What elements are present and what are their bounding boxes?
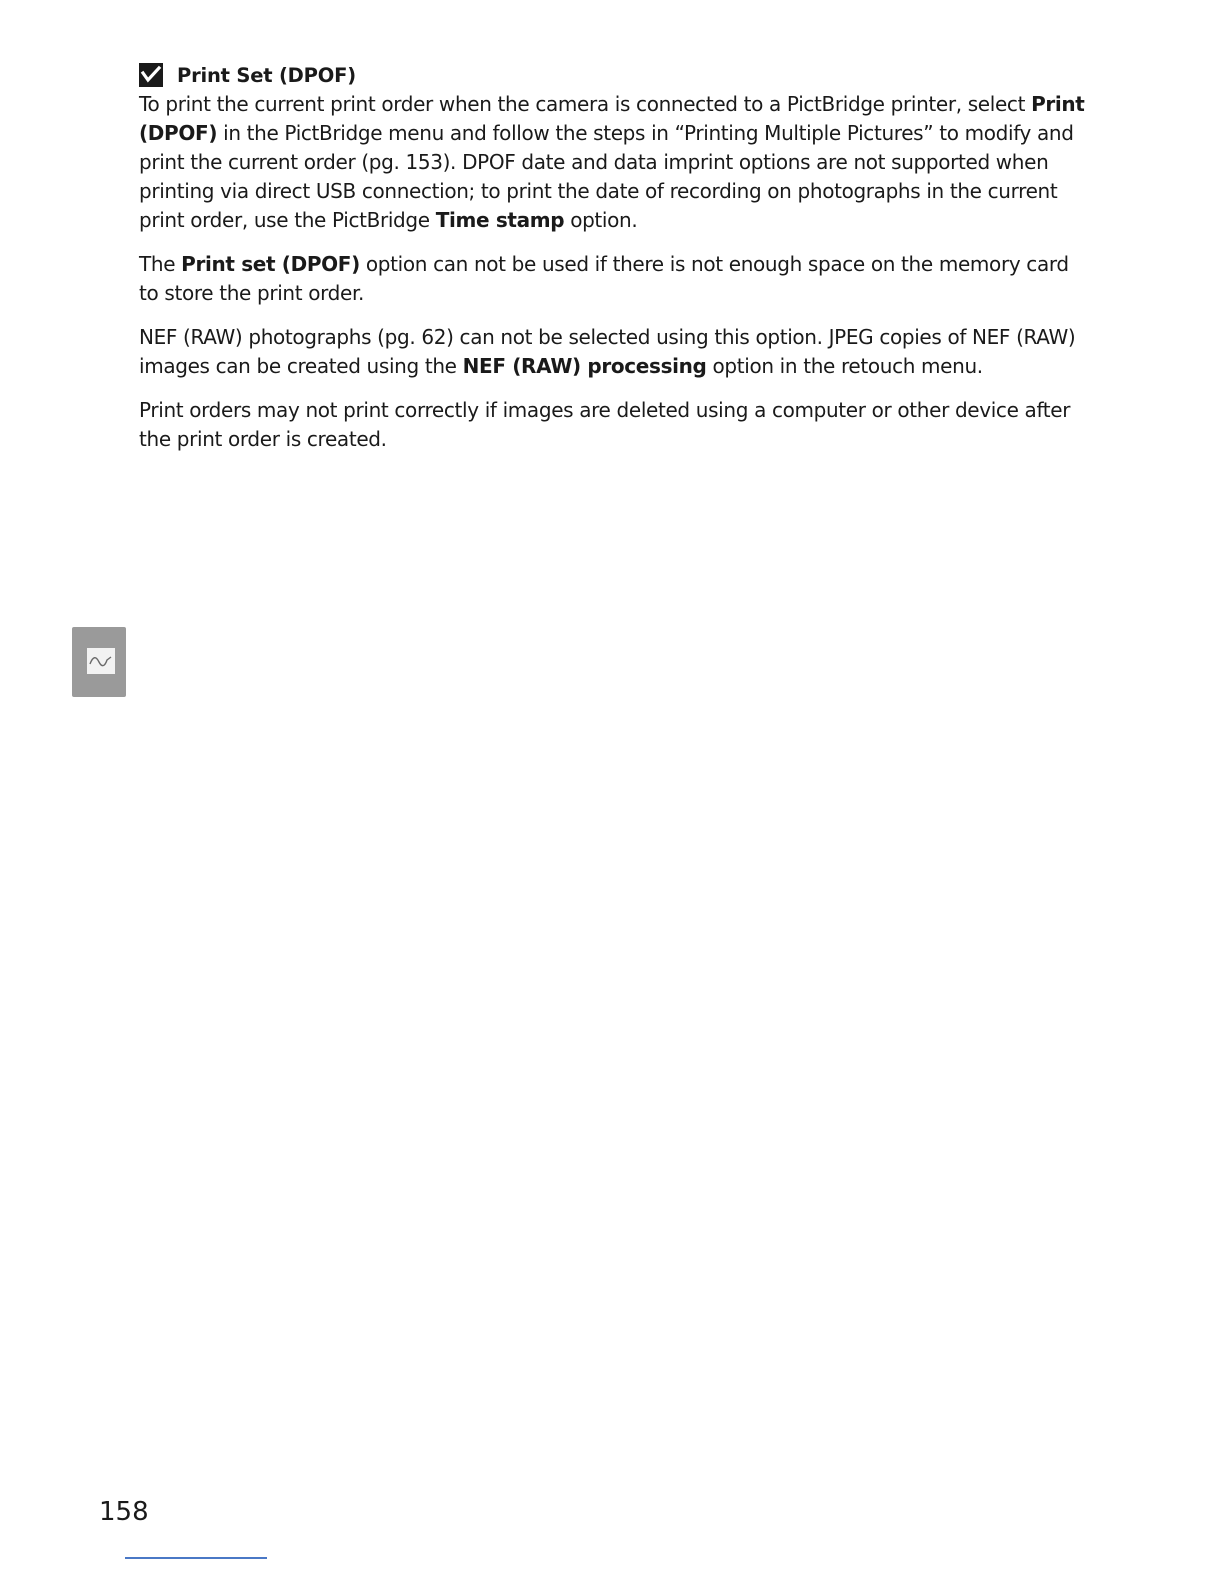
text-run: option. bbox=[564, 208, 638, 232]
text-run: To print the current print order when the camera is connected to a PictBridge printer, select bbox=[139, 92, 1032, 116]
bold-term: Print set (DPOF) bbox=[181, 252, 360, 276]
section-tab bbox=[72, 627, 126, 697]
text-run: option in the retouch menu. bbox=[706, 354, 983, 378]
bold-term: Time stamp bbox=[435, 208, 565, 232]
checkmark-note-icon bbox=[139, 63, 163, 87]
footer-rule bbox=[125, 1557, 267, 1559]
text-run: Print orders may not print correctly if images are deleted using a computer or other device after the print order is created. bbox=[139, 398, 1071, 451]
bold-term: Print (DPOF) bbox=[139, 92, 1085, 145]
text-run: option can not be used if there is not enough space on the memory card to store the print order. bbox=[139, 252, 1069, 305]
page-number: 158 bbox=[99, 1497, 149, 1527]
paragraph bbox=[139, 396, 1089, 454]
paragraph bbox=[139, 90, 1089, 235]
note-body bbox=[139, 90, 1089, 454]
note-header bbox=[139, 60, 1089, 90]
note-print-set-dpof bbox=[139, 60, 1089, 454]
note-title: Print Set (DPOF) bbox=[177, 63, 356, 87]
text-run: The bbox=[139, 252, 182, 276]
paragraph bbox=[139, 250, 1089, 308]
bold-term: NEF (RAW) processing bbox=[462, 354, 707, 378]
text-run: in the PictBridge menu and follow the steps in “Printing Multiple Pictures” to modify and print the current order (pg. 153). DPOF date and data imprint options are not supported when printing via direct USB connection; to print the date of recording on photographs in the current print order, use the PictBridge bbox=[139, 121, 1074, 232]
paragraph bbox=[139, 323, 1089, 381]
connections-wave-icon bbox=[87, 648, 115, 674]
text-run: NEF (RAW) photographs (pg. 62) can not be selected using this option. JPEG copies of NEF (RAW) images can be created using the bbox=[139, 325, 1076, 378]
